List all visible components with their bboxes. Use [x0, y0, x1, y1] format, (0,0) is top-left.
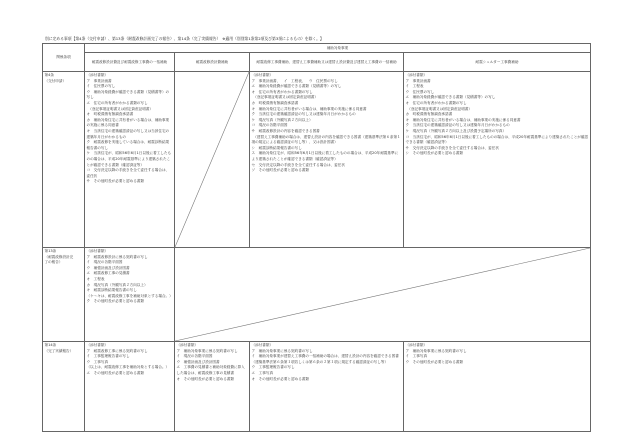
- cell-text-line: コ 当該住宅が、昭和56年6月1日以後に着工したものの場合は、平成20年耐震基準により建築されたことが確認できる書類（確認済証等）: [405, 134, 589, 145]
- cell-text-line: オ 町税滞納有無調査承諾書: [86, 112, 134, 117]
- cell-text-line: ケ 当該住宅が、昭和56年6月1日以後に着工したものの場合は、平成20年耐震基準により建築されたことが確認できる書類（確認済証等）: [86, 151, 172, 167]
- cell-text-line: キ 補助対象住宅に共有者がいる場合は、補助事業の実施に係る同意書: [251, 106, 367, 111]
- cell-text-line: ウ 工事監理報告書の写し: [251, 365, 295, 370]
- cell-text-line: ク 当該住宅の建築確認済証の写し又は建築年月日がわかるもの: [251, 112, 356, 117]
- cell-text-line: （添付書類）: [405, 73, 428, 77]
- table-cell: [85, 342, 175, 432]
- table-row: [43, 72, 591, 248]
- cell-text-line: ア 補助対象事業に係る契約書の写し: [176, 348, 238, 353]
- row-article: [43, 72, 85, 248]
- cell-text-line: （ケ〜キは、耐震改修工事を補助対象とする場合。）: [86, 293, 173, 298]
- row-article: [43, 248, 85, 342]
- cell-text-line: （添付書類）: [251, 73, 274, 77]
- document-heading: 別に定める事項【第4条（交付申請）、第13条（耐震改修計画完了の報告）、第14条（完了実績報告） ※適用（別別第1条第2項及び第3項によるもの）を除く。】: [45, 36, 324, 41]
- cell-text-line: シ その他町長が必要と認める書類: [405, 151, 463, 156]
- cell-text-line: エ 補助対象経費が確認できる書類（見積書等）の写し: [405, 95, 496, 100]
- row-article: [43, 342, 85, 432]
- cell-text-line: イ 工事監理報告書の写し: [86, 354, 130, 359]
- cell-text-line: ウ その他町長が必要と認める書類: [405, 359, 463, 364]
- cell-text-line: ウ 工事写真: [86, 359, 109, 364]
- cell-text-line: ア 耐震改修工事に係る契約書の写し: [86, 348, 148, 353]
- header-col-shelter: 耐震シェルター工事費補助: [404, 53, 591, 72]
- empty-cell-crossed: [175, 72, 250, 248]
- empty-cell-crossed: [175, 248, 591, 342]
- cell-text-line: エ 補助対象経費が確認できる書類（見積書等）の写し: [251, 84, 342, 89]
- cell-text-line: オ 住宅の所有者がわかる書類の写し: [405, 100, 467, 105]
- cell-text-line: ウ 補強計画及び設計図書: [176, 359, 220, 364]
- cell-text-line: エ 耐震改修工事の見積書: [86, 271, 130, 276]
- cell-text-line: コ 現況の各階平面図: [251, 123, 288, 128]
- diagonal-line: [175, 72, 249, 247]
- cell-text-line: カ 補助対象住宅に共有者がいる場合は、補助事業の実施に係る同意書: [86, 117, 170, 128]
- header-group: 補助対象事業: [85, 44, 591, 53]
- cell-text-line: （添付書類）: [176, 343, 199, 347]
- cell-text-line: ア 事業計画書、 イ 工程表、 ウ 住民票の写し: [251, 78, 338, 83]
- cell-text-line: （添付書類）: [405, 343, 428, 347]
- cell-text-line: カ 町税滞納有無調査承諾書: [405, 112, 453, 117]
- cell-text-line: （添付書類）: [86, 343, 109, 347]
- cell-text-line: カ 町税滞納有無調査承諾書: [251, 100, 299, 105]
- cell-text-line: ア 補助対象事業に係る契約書の写し: [251, 348, 313, 353]
- requirements-table: [42, 43, 591, 432]
- cell-text-line: シ 耐震診断結果報告書の写し: [251, 145, 302, 150]
- cell-text-line: サ 交付決定以降の手続きを全て委任する場合は、委任状: [405, 145, 499, 150]
- cell-text-line: （登記事項証明書又は固定資産証明書）: [405, 106, 472, 111]
- cell-text-line: ス 補助対象住宅が、昭和56年6月1日以後に着工したものの場合は、平成20年耐震基準により建築されたことが確認できる書類（確認済証等）: [251, 151, 399, 161]
- table-row: [43, 342, 591, 432]
- cell-text-line: オ その他町長が必要と認める書類: [176, 376, 234, 381]
- table-cell: [404, 342, 591, 432]
- table-row: [43, 248, 591, 342]
- cell-text-line: キ 当該住宅の建築確認済証の写し又は当該住宅の建築年月日がわかるもの: [86, 128, 170, 139]
- cell-text-line: オ その他町長が必要と認める書類: [251, 376, 309, 381]
- cell-text-line: （建替え工事費補助の場合は、建替え設計の内容を確認できる図書（建築基準法第６条第１項の規定による確認済証の写し等）、又は設計図書）: [251, 134, 401, 145]
- cell-text-line: サ 耐震改修設計の内容を確認できる図書: [251, 128, 320, 133]
- cell-text-line: （交付申請）: [44, 78, 67, 83]
- table-cell: [175, 342, 250, 432]
- cell-text-line: キ 補助対象住宅に共有者がいる場合は、補助事業の実施に係る同意書: [405, 117, 521, 122]
- cell-text-line: カ 現況写真（外観写真２方向以上）: [86, 282, 148, 287]
- cell-text-line: ク 当該住宅の建築確認済証の写し又は建築年月日がわかるもの: [405, 123, 510, 128]
- cell-text-line: イ 補助対象事業が建替え工事費の一括補助の場合は、建替え設計の内容を確認できる図書（建築基準法第６条第１項若しくは第６条の２第１項に規定する確認済証の写し等）: [251, 354, 399, 364]
- cell-text-line: ウ 住民票の写し: [405, 89, 435, 94]
- cell-text-line: ア 事業計画書: [86, 78, 112, 83]
- cell-text-line: イ 工事写真: [405, 354, 428, 359]
- cell-text-line: ウ 補強計画及び設計図書: [86, 265, 130, 270]
- header-col-combined: 耐震改修設計費及び耐震改修工事費の一括補助: [85, 53, 175, 72]
- table-cell: [250, 342, 404, 432]
- cell-text-line: （以上は、耐震改修工事を補助対象とする場合。）: [86, 365, 170, 370]
- cell-text-line: （添付書類）: [251, 343, 274, 347]
- cell-text-line: イ 現況の各階平面図: [176, 354, 213, 359]
- cell-text-line: ア 事業計画書: [405, 78, 431, 83]
- cell-text-line: 第4条: [44, 73, 54, 77]
- table-cell: [85, 248, 175, 342]
- cell-text-line: エ 工事写真: [251, 370, 274, 375]
- header-col-design: 耐震改修設計費補助: [175, 53, 250, 72]
- cell-text-line: ク その他町長が必要と認める書類: [86, 299, 144, 304]
- cell-text-line: 了の報告）: [44, 260, 63, 265]
- header-col-construction: 耐震改修工事費補助、建替え工事費補助又は建替え設計費及び建替え工事費の一括補助: [250, 53, 404, 72]
- cell-text-line: エ 住宅の所有者がわかる書類の写し: [86, 100, 148, 105]
- cell-text-line: 第14条: [44, 343, 57, 347]
- cell-text-line: 第13条: [44, 249, 57, 253]
- cell-text-line: イ 現況の各階平面図: [86, 260, 123, 265]
- cell-text-line: ケ 現況写真（外観写真２方向以上）: [251, 117, 313, 122]
- cell-text-line: ソ その他町長が必要と認める書類: [251, 168, 309, 173]
- table-cell: [404, 72, 591, 248]
- cell-text-line: オ 住宅の所有者がわかる書類の写し: [251, 89, 313, 94]
- cell-text-line: イ 工程表: [405, 84, 424, 89]
- cell-text-line: ク 耐震改修を実施している場合は、耐震診断結果報告書の写し: [86, 140, 170, 150]
- table-cell: [250, 72, 404, 248]
- table-cell: [85, 72, 175, 248]
- cell-text-line: エ その他町長が必要と認める書類: [86, 370, 144, 375]
- cell-text-line: （登記事項証明書又は固定資産証明書）: [251, 95, 318, 100]
- cell-text-line: ウ 補助対象経費が確認できる書類（見積書等）の写し: [86, 89, 170, 100]
- cell-text-line: （耐震改修設計完: [44, 254, 74, 259]
- diagonal-line: [175, 248, 590, 341]
- cell-text-line: エ 工事費の見積書と補助対象経費に算入した場合は、耐震改修工事の見積書: [176, 365, 245, 375]
- cell-text-line: ケ 現況写真（外観写真２方向以上及び設置予定場所の写真）: [405, 128, 507, 133]
- cell-text-line: （登記事項証明書又は固定資産証明書）: [86, 106, 153, 111]
- cell-text-line: キ 耐震診断結果報告書の写し: [86, 288, 137, 293]
- header-article: 関係条項: [43, 44, 85, 72]
- cell-text-line: サ その他町長が必要と認める書類: [86, 179, 144, 184]
- cell-text-line: オ 工程表: [86, 276, 105, 281]
- cell-text-line: （添付書類）: [86, 249, 109, 253]
- cell-text-line: セ 交付決定以降の手続きを全て委任する場合は、委任状: [251, 162, 345, 167]
- cell-text-line: ア 耐震改修設計に係る契約書の写し: [86, 254, 148, 259]
- cell-text-line: ア 補助対象事業に係る契約書の写し: [405, 348, 467, 353]
- cell-text-line: （添付書類）: [86, 73, 109, 77]
- cell-text-line: コ 交付決定以降の手続きを全て委任する場合は、委任状: [86, 168, 170, 178]
- cell-text-line: イ 住民票の写し: [86, 84, 116, 89]
- cell-text-line: （完了実績報告）: [44, 348, 74, 353]
